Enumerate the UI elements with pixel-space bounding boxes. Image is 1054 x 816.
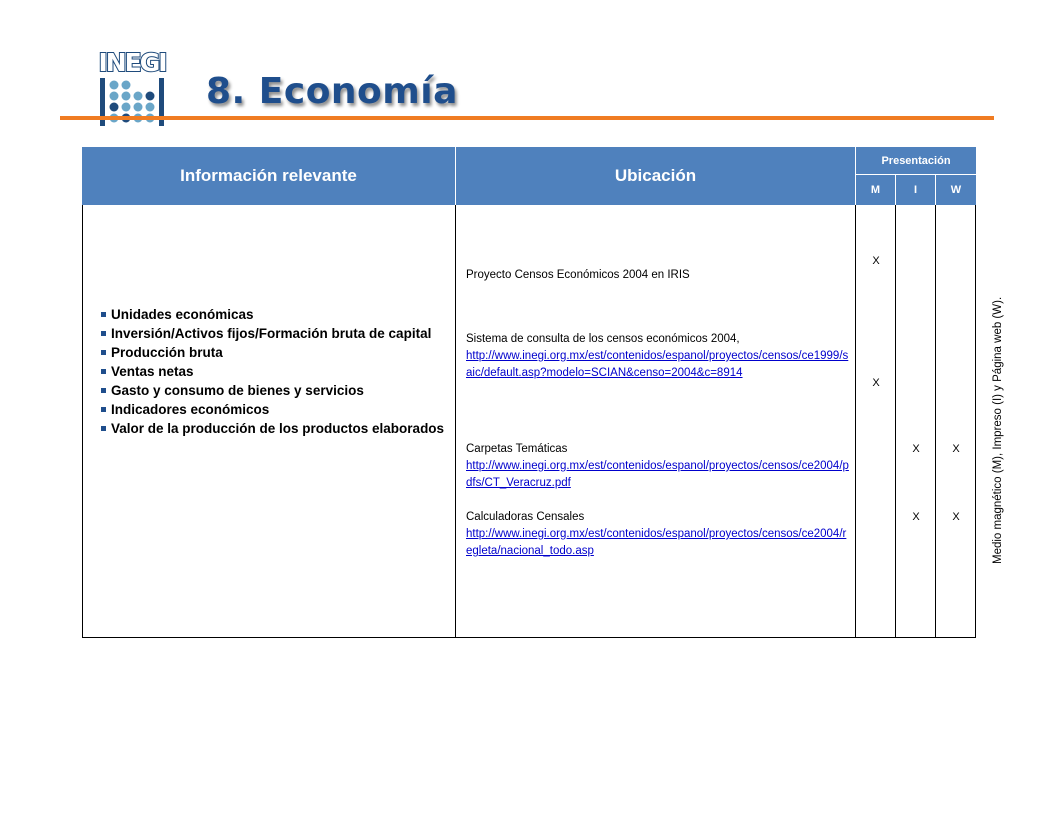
list-item: Ventas netas (101, 362, 447, 381)
ubicacion-link[interactable]: http://www.inegi.org.mx/est/contenidos/espanol/proyectos/censos/ce2004/pdfs/CT_Veracruz.pdf (466, 460, 849, 489)
ubicacion-text: Calculadoras Censales (466, 511, 585, 523)
mark-w: X (952, 511, 960, 523)
cell-m (856, 205, 896, 638)
mark-w: X (952, 443, 960, 455)
mark-i: X (912, 443, 920, 455)
header-w: W (936, 175, 976, 205)
ubicacion-entry (466, 267, 850, 284)
mark-m: X (872, 255, 880, 267)
list-item: Gasto y consumo de bienes y servicios (101, 381, 447, 400)
cell-ubicacion (456, 205, 856, 638)
cell-i (896, 205, 936, 638)
list-item: Indicadores económicos (101, 400, 447, 419)
legend-note: Medio magnético (M), Impreso (I) y Página web (W). (992, 296, 1004, 564)
ubicacion-text: Proyecto Censos Económicos 2004 en IRIS (466, 269, 690, 281)
bullet-icon (101, 312, 106, 317)
ubicacion-text: Carpetas Temáticas (466, 443, 568, 455)
bullet-icon (101, 350, 106, 355)
header-ubicacion: Ubicación (456, 147, 856, 205)
header-i: I (896, 175, 936, 205)
bullet-icon (101, 426, 106, 431)
list-item: Producción bruta (101, 343, 447, 362)
bullet-icon (101, 407, 106, 412)
mark-m: X (872, 377, 880, 389)
header-m: M (856, 175, 896, 205)
bullet-icon (101, 388, 106, 393)
ubicacion-text: Sistema de consulta de los censos económicos 2004, (466, 333, 740, 345)
header-presentacion: Presentación (856, 147, 976, 175)
list-item: Valor de la producción de los productos elaborados (101, 419, 447, 438)
list-item: Unidades económicas (101, 305, 447, 324)
list-item: Inversión/Activos fijos/Formación bruta de capital (101, 324, 447, 343)
ubicacion-link[interactable]: http://www.inegi.org.mx/est/contenidos/espanol/proyectos/censos/ce1999/saic/default.asp?modelo=SCIAN&censo=2004&c=8914 (466, 350, 849, 379)
page-title: 8. Economía (206, 71, 458, 112)
ubicacion-entry (466, 441, 850, 492)
mark-i: X (912, 511, 920, 523)
ubicacion-entry (466, 509, 850, 560)
header-informacion-relevante: Información relevante (82, 147, 456, 205)
header-rule (60, 116, 994, 120)
ubicacion-entry (466, 331, 850, 382)
ubicacion-link[interactable]: http://www.inegi.org.mx/est/contenidos/espanol/proyectos/censos/ce2004/regleta/nacional_todo.asp (466, 528, 847, 557)
cell-w (936, 205, 976, 638)
economia-table (82, 147, 976, 638)
cell-informacion (82, 205, 456, 638)
info-list (101, 305, 447, 438)
logo-wordmark: INEGI (98, 48, 166, 77)
bullet-icon (101, 331, 106, 336)
bullet-icon (101, 369, 106, 374)
